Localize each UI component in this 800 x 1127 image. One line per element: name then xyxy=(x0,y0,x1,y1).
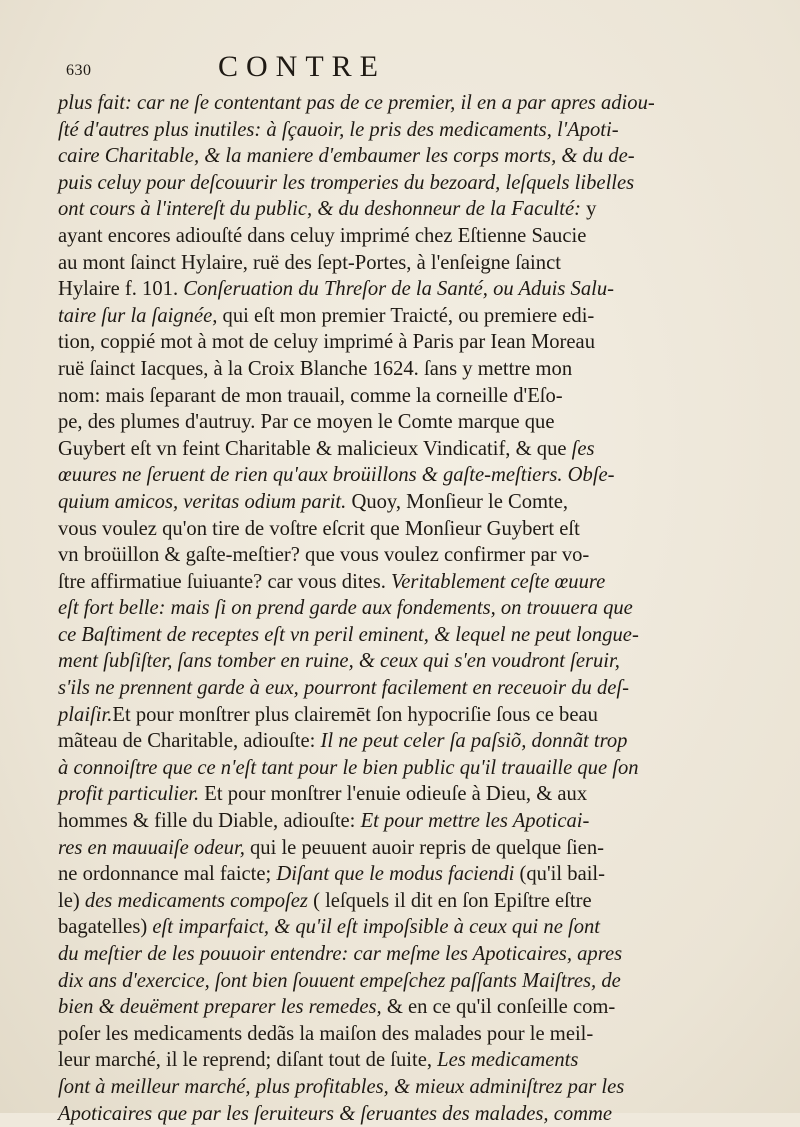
roman-segment: ( leſquels il dit en ſon Epiſtre eſtre xyxy=(313,889,592,912)
roman-segment: au mont ſainct Hylaire, ruë des ſept-Portes, à l'enſeigne ſainct xyxy=(58,251,561,274)
roman-segment: vous voulez qu'on tire de voſtre eſcrit que Monſieur Guybert eſt xyxy=(58,517,580,540)
italic-segment: caire Charitable, & la maniere d'embaumer les corps morts, & du de- xyxy=(58,145,635,168)
italic-segment: profit particulier. xyxy=(58,783,205,806)
roman-segment: mãteau de Charitable, adiouſte: xyxy=(58,730,321,753)
italic-segment: plaiſir. xyxy=(58,703,113,726)
italic-segment: ce Baſtiment de receptes eſt vn peril eminent, & lequel ne peut longue- xyxy=(58,623,639,646)
italic-segment: œuures ne ſeruent de rien qu'aux broüillons & gaſte-meſtiers. Obſe- xyxy=(58,464,615,487)
text-line xyxy=(58,516,752,543)
text-line xyxy=(58,1074,752,1101)
text-line xyxy=(58,90,752,117)
roman-segment: qui eſt mon premier Traicté, ou premiere edi- xyxy=(222,304,595,327)
roman-segment: ruë ſainct Iacques, à la Croix Blanche 1624. ſans y mettre mon xyxy=(58,357,573,380)
text-line xyxy=(58,436,752,463)
roman-segment: leur marché, il le reprend; diſant tout de ſuite, xyxy=(58,1049,438,1072)
italic-segment: ſté d'autres plus inutiles: à ſçauoir, le pris des medicaments, l'Apoti- xyxy=(58,118,619,141)
italic-segment: quium amicos, veritas odium parit. xyxy=(58,490,352,513)
text-line xyxy=(58,888,752,915)
roman-segment: Et pour monſtrer plus clairemēt ſon hypocriſie ſous ce beau xyxy=(112,703,598,726)
roman-segment: & en ce qu'il conſeille com- xyxy=(386,996,616,1019)
text-line xyxy=(58,276,752,303)
page-number: 630 xyxy=(66,62,92,79)
roman-segment: nom: mais ſeparant de mon trauail, comme la corneille d'Eſo- xyxy=(58,384,563,407)
roman-segment: qui le peuuent auoir repris de quelque ſien- xyxy=(250,836,604,859)
roman-segment: Et pour monſtrer l'enuie odieuſe à Dieu, & aux xyxy=(204,783,588,806)
roman-segment: hommes & fille du Diable, adiouſte: xyxy=(58,810,361,833)
roman-segment: bagatelles) xyxy=(58,916,153,939)
text-line xyxy=(58,489,752,516)
italic-segment: des medicaments compoſez xyxy=(84,889,314,912)
roman-segment: tion, coppié mot à mot de celuy imprimé à Paris par Iean Moreau xyxy=(58,331,595,354)
text-line xyxy=(58,994,752,1021)
italic-segment: Et pour mettre les Apoticai- xyxy=(360,810,590,833)
text-line xyxy=(58,542,752,569)
italic-segment: puis celuy pour deſcouurir les tromperies du bezoard, leſquels libelles xyxy=(58,171,635,194)
italic-segment: Les medicaments xyxy=(437,1049,579,1072)
roman-segment: poſer les medicaments dedãs la maiſon des malades pour le meil- xyxy=(58,1022,594,1045)
roman-segment: pe, des plumes d'autruy. Par ce moyen le Comte marque que xyxy=(58,411,555,434)
body-text xyxy=(58,90,752,1127)
text-line xyxy=(58,702,752,729)
text-line xyxy=(58,914,752,941)
roman-segment: y xyxy=(586,198,597,221)
text-line xyxy=(58,250,752,277)
text-line xyxy=(58,808,752,835)
italic-segment: Apoticaires que par les ſeruiteurs & ſeruantes des malades, comme xyxy=(58,1102,613,1125)
roman-segment: le) xyxy=(58,889,85,912)
italic-segment: eſt imparfaict, & qu'il eſt impoſsible à ceux qui ne ſont xyxy=(152,916,601,939)
text-line xyxy=(58,409,752,436)
text-line xyxy=(58,223,752,250)
text-line xyxy=(58,1101,752,1127)
italic-segment: ment ſubſiſter, ſans tomber en ruine, & ceux qui s'en voudront ſeruir, xyxy=(58,650,620,673)
italic-segment: Veritablement ceſte œuure xyxy=(391,570,606,593)
text-line xyxy=(58,1021,752,1048)
roman-segment: ne ordonnance mal faicte; xyxy=(58,863,277,886)
text-line xyxy=(58,356,752,383)
text-line xyxy=(58,648,752,675)
italic-segment: ont cours à l'intereſt du public, & du deshonneur de la Faculté: xyxy=(58,198,587,221)
italic-segment: eſt fort belle: mais ſi on prend garde aux fondements, on trouuera que xyxy=(58,597,633,620)
text-line xyxy=(58,861,752,888)
italic-segment: res en mauuaiſe odeur, xyxy=(58,836,250,859)
roman-segment: (qu'il bail- xyxy=(519,863,606,886)
text-line xyxy=(58,303,752,330)
text-line xyxy=(58,622,752,649)
running-head: CONTRE xyxy=(218,50,386,83)
italic-segment: du meſtier de les pouuoir entendre: car meſme les Apoticaires, apres xyxy=(58,943,623,965)
roman-segment: ayant encores adiouſté dans celuy imprimé chez Eſtienne Saucie xyxy=(58,224,587,247)
italic-segment: s'ils ne prennent garde à eux, pourront facilement en receuoir du deſ- xyxy=(58,677,629,700)
roman-segment: vn broüillon & gaſte-meſtier? que vous voulez confirmer par vo- xyxy=(58,544,590,567)
text-line xyxy=(58,595,752,622)
italic-segment: Il ne peut celer ſa paſsiõ, donnãt trop xyxy=(320,730,628,753)
text-line xyxy=(58,462,752,489)
text-line xyxy=(58,781,752,808)
italic-segment: Diſant que le modus faciendi xyxy=(276,863,520,886)
italic-segment: Conſeruation du Threſor de la Santé, ou Aduis Salu- xyxy=(183,278,614,301)
italic-segment: ſes xyxy=(571,437,595,460)
text-line xyxy=(58,728,752,755)
italic-segment: ſont à meilleur marché, plus profitables, & mieux adminiſtrez par les xyxy=(58,1075,625,1098)
italic-segment: plus fait: car ne ſe contentant pas de ce premier, il en a par apres adiou- xyxy=(58,92,655,114)
text-line xyxy=(58,941,752,968)
italic-segment: bien & deuëment preparer les remedes, xyxy=(58,996,387,1019)
italic-segment: taire ſur la ſaignée, xyxy=(58,304,223,327)
roman-segment: ſtre affirmatiue ſuiuante? car vous dites. xyxy=(58,570,391,593)
text-line xyxy=(58,569,752,596)
text-line xyxy=(58,143,752,170)
text-line xyxy=(58,117,752,144)
italic-segment: à connoiſtre que ce n'eſt tant pour le bien public qu'il trauaille que ſon xyxy=(58,756,639,779)
italic-segment: dix ans d'exercice, ſont bien ſouuent empeſchez paſſants Maiſtres, de xyxy=(58,969,621,992)
text-line xyxy=(58,196,752,223)
text-line xyxy=(58,383,752,410)
text-line xyxy=(58,1047,752,1074)
text-line xyxy=(58,675,752,702)
text-line xyxy=(58,755,752,782)
roman-segment: Guybert eſt vn feint Charitable & malicieux Vindicatif, & que xyxy=(58,437,572,460)
text-line xyxy=(58,170,752,197)
roman-segment: Quoy, Monſieur le Comte, xyxy=(351,490,569,513)
text-line xyxy=(58,835,752,862)
roman-segment: Hylaire f. 101. xyxy=(58,278,184,301)
text-line xyxy=(58,329,752,356)
page-header xyxy=(58,46,752,90)
text-line xyxy=(58,968,752,995)
